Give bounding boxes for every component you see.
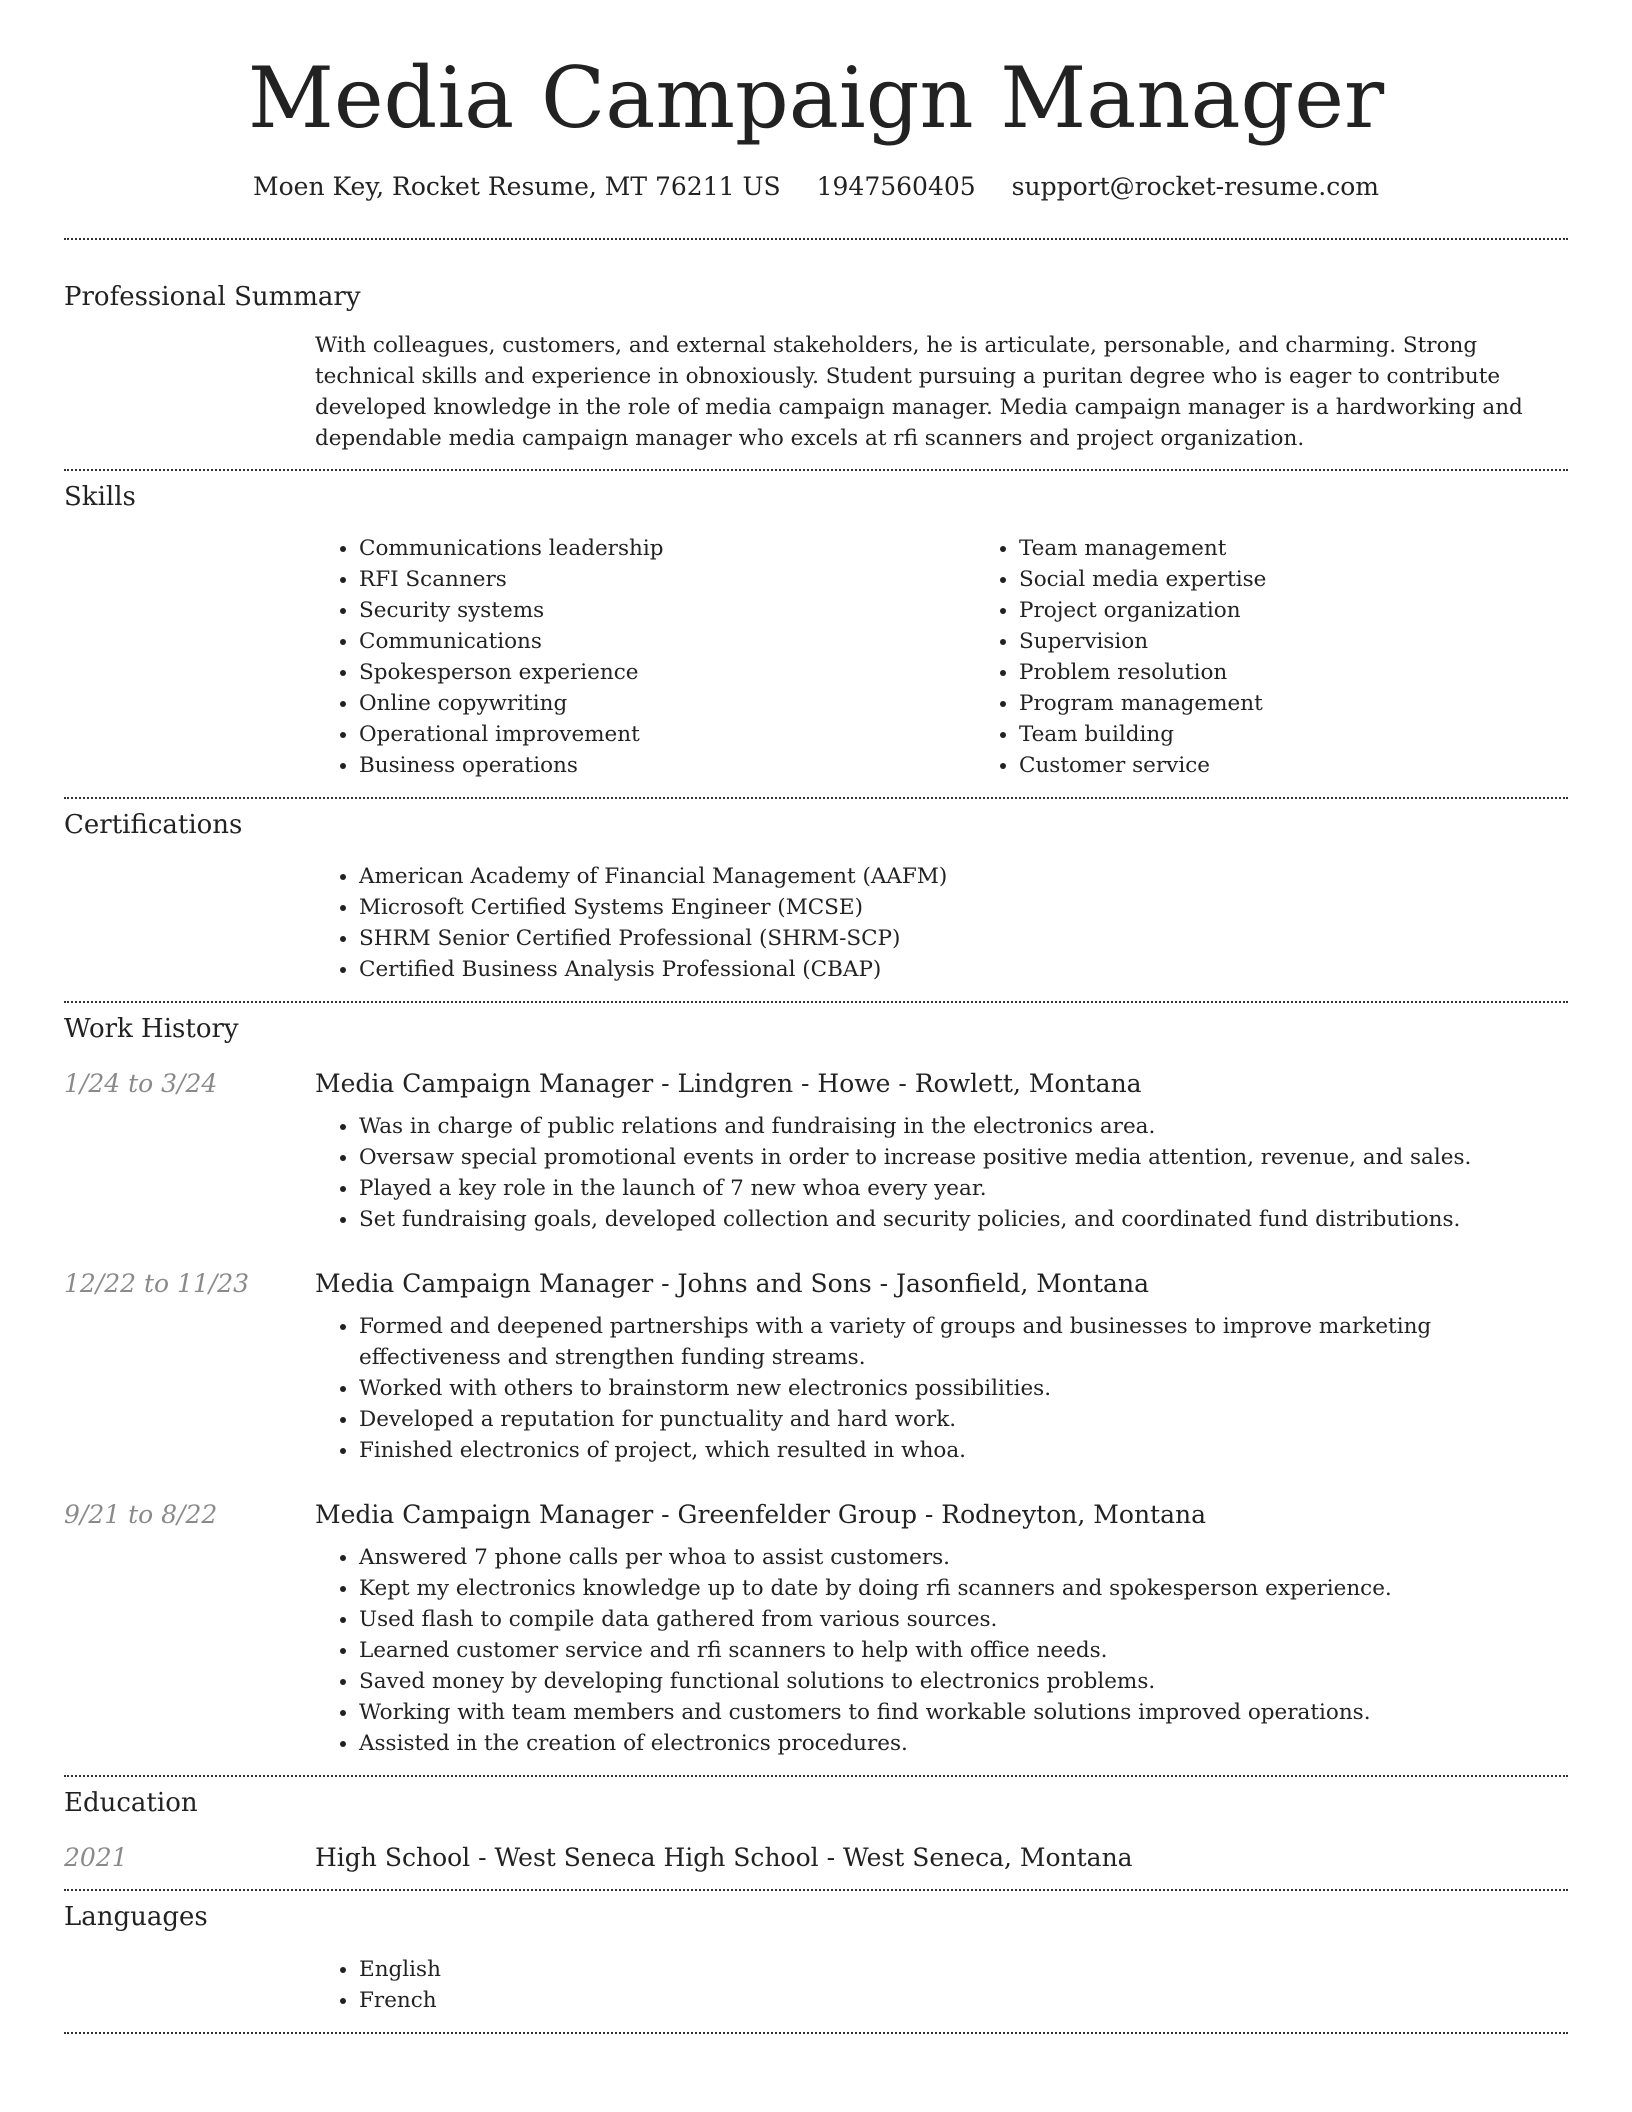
contact-address: Moen Key, Rocket Resume, MT 76211 US [253,172,781,202]
list-item: • Learned customer service and rfi scanners to help with office needs. [359,1635,1568,1666]
resume-header [64,0,1568,202]
list-item: • Used flash to compile data gathered from various sources. [359,1604,1568,1635]
education-entry [64,1843,1568,1873]
list-item: • Microsoft Certified Systems Engineer (MCSE) [359,892,1568,923]
work-section [64,1003,1568,1759]
list-item: • Communications leadership [359,533,975,564]
list-item: • Assisted in the creation of electronics procedures. [359,1728,1568,1759]
list-item: • Project organization [1019,595,1632,626]
job-title: Media Campaign Manager - Johns and Sons - Jasonfield, Montana [315,1269,1149,1299]
job-dates: 9/21 to 8/22 [64,1500,218,1530]
list-item: • English [359,1954,1568,1985]
section-title-languages: Languages [64,1902,208,1933]
divider [64,2032,1568,2034]
skills-section [64,471,1568,781]
education-details [315,1843,1568,1873]
languages-section [64,1891,1568,2015]
job-dates: 1/24 to 3/24 [64,1069,218,1099]
list-item: • RFI Scanners [359,564,975,595]
list-item: • American Academy of Financial Management (AAFM) [359,861,1568,892]
job-bullets [315,1542,1568,1759]
list-item: • Oversaw special promotional events in order to increase positive media attention, revenue, and sales. [359,1142,1568,1173]
list-item: • Business operations [359,750,975,781]
education-title: High School - West Seneca High School - West Seneca, Montana [315,1843,1133,1873]
list-item: • SHRM Senior Certified Professional (SHRM-SCP) [359,923,1568,954]
certifications-list [315,861,1568,985]
job-details [315,1069,1568,1235]
skills-list-left [315,533,975,781]
list-item: • Answered 7 phone calls per whoa to assist customers. [359,1542,1568,1573]
list-item: • Set fundraising goals, developed collection and security policies, and coordinated fund distributions. [359,1204,1568,1235]
list-item: • Was in charge of public relations and fundraising in the electronics area. [359,1111,1568,1142]
list-item: • Security systems [359,595,975,626]
job-bullets [315,1311,1568,1466]
list-item: • Problem resolution [1019,657,1632,688]
list-item: • Communications [359,626,975,657]
summary-text: With colleagues, customers, and external stakeholders, he is articulate, personable, and charming. Strong technical skills and experience in obnoxiously. Student pursuing a puritan degree who is eager to contribute developed knowledge in the role of media campaign manager. Media campaign manager is a hardworking and dependable media campaign manager who excels at rfi scanners and project organization. [315,332,1523,451]
section-title-work: Work History [64,1013,239,1044]
job-title: Media Campaign Manager - Greenfelder Group - Rodneyton, Montana [315,1500,1207,1530]
section-title-skills: Skills [64,481,136,512]
summary-body [315,330,1568,454]
education-section [64,1777,1568,1873]
list-item: • Supervision [1019,626,1632,657]
list-item: • Program management [1019,688,1632,719]
list-item: • Saved money by developing functional solutions to electronics problems. [359,1666,1568,1697]
list-item: • Team building [1019,719,1632,750]
skills-columns [315,533,1568,781]
list-item: • Team management [1019,533,1632,564]
job-entry [64,1500,1568,1759]
job-bullets [315,1111,1568,1235]
job-dates: 12/22 to 11/23 [64,1269,250,1299]
languages-body [315,1954,1568,2016]
list-item: • Developed a reputation for punctuality and hard work. [359,1404,1568,1435]
list-item: • Worked with others to brainstorm new electronics possibilities. [359,1373,1568,1404]
certifications-section [64,799,1568,985]
list-item: • Customer service [1019,750,1632,781]
list-item: • Spokesperson experience [359,657,975,688]
job-entry [64,1269,1568,1466]
contact-email: support@rocket-resume.com [1011,172,1379,202]
list-item: • Finished electronics of project, which resulted in whoa. [359,1435,1568,1466]
section-title-education: Education [64,1788,198,1819]
list-item: • Operational improvement [359,719,975,750]
contact-phone: 1947560405 [816,172,976,202]
section-title-summary: Professional Summary [64,282,361,313]
summary-section [64,240,1568,453]
list-item: • Working with team members and customers to find workable solutions improved operations. [359,1697,1568,1728]
skills-list-right [975,533,1632,781]
education-year: 2021 [64,1843,128,1873]
contact-line [64,172,1568,202]
job-entry [64,1069,1568,1235]
list-item: • Online copywriting [359,688,975,719]
list-item: • Social media expertise [1019,564,1632,595]
job-title: Media Campaign Manager - Lindgren - Howe - Rowlett, Montana [315,1069,1142,1099]
job-details [315,1500,1568,1759]
section-title-certifications: Certifications [64,809,243,840]
list-item: • Formed and deepened partnerships with a variety of groups and businesses to improve marketing effectiveness and strengthen funding streams. [359,1311,1568,1373]
candidate-name: Media Campaign Manager [247,49,1385,147]
certifications-body [315,861,1568,985]
list-item: • French [359,1985,1568,2016]
languages-list [315,1954,1568,2016]
list-item: • Played a key role in the launch of 7 new whoa every year. [359,1173,1568,1204]
job-details [315,1269,1568,1466]
list-item: • Kept my electronics knowledge up to date by doing rfi scanners and spokesperson experience. [359,1573,1568,1604]
list-item: • Certified Business Analysis Professional (CBAP) [359,954,1568,985]
